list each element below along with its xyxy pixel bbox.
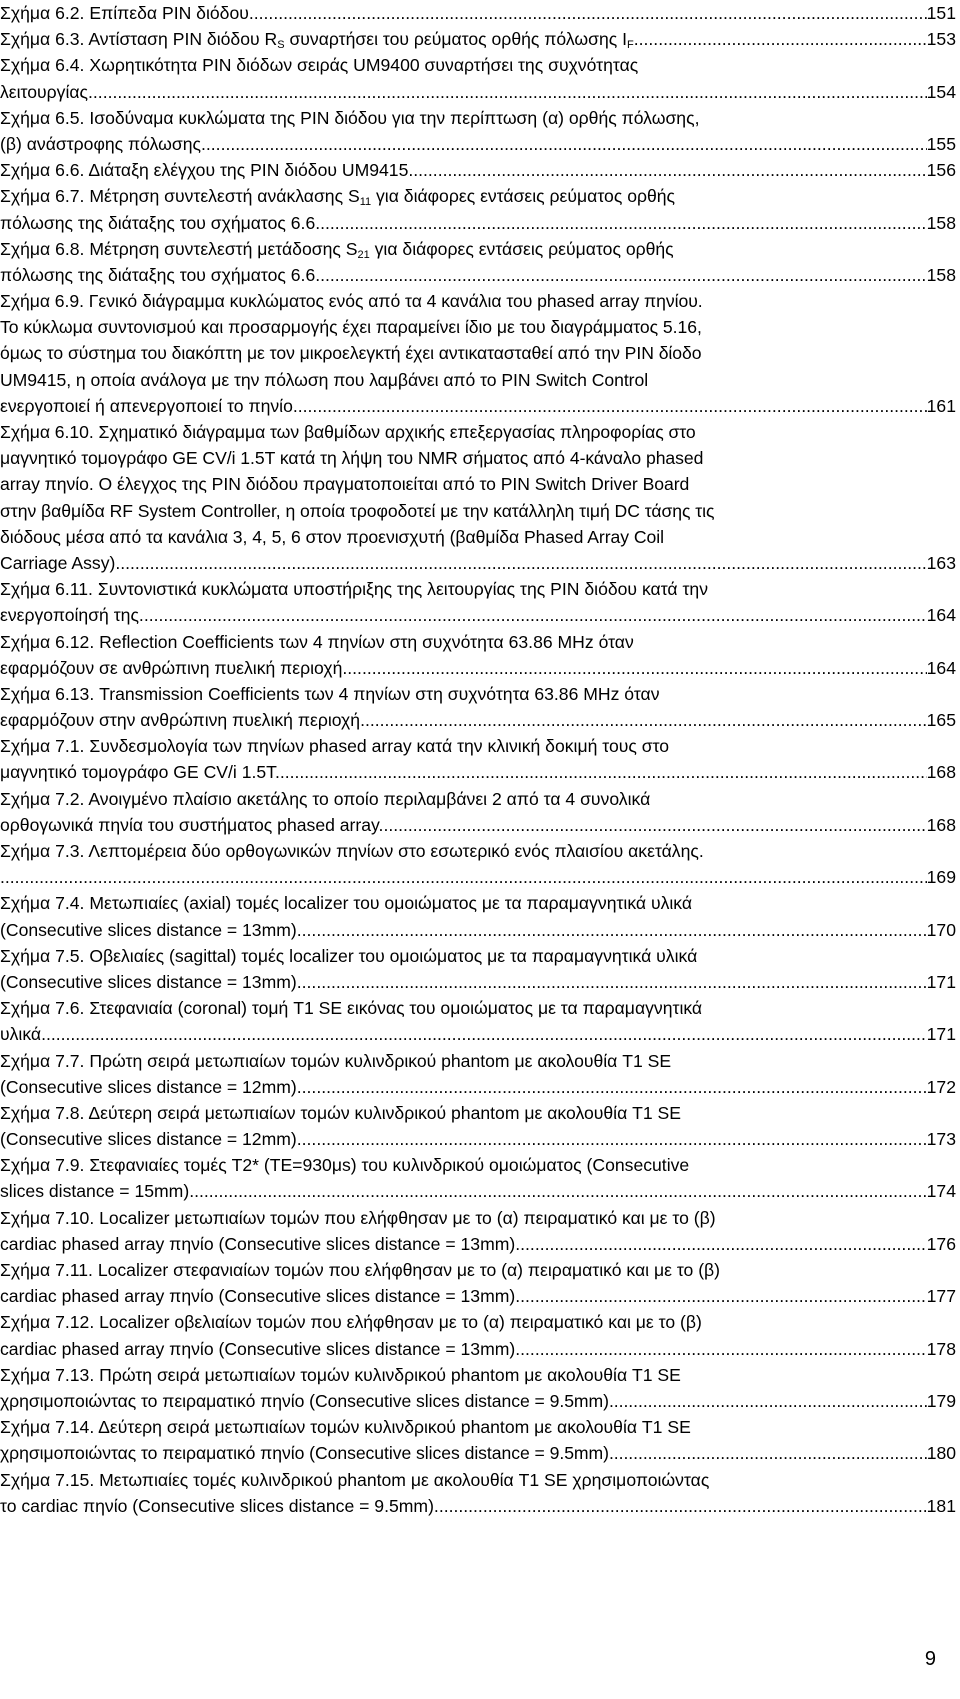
- entry-text-last: πόλωσης της διάταξης του σχήματος 6.6. .....: [0, 262, 927, 288]
- toc-entry-fig-7-6[interactable]: [0, 995, 956, 1047]
- entry-text-last: χρησιμοποιώντας το πειραματικό πηνίο (Consecutive slices distance = 9.5mm). .....: [0, 1440, 927, 1466]
- page-ref: 171: [926, 971, 956, 992]
- entry-text: διόδους μέσα από τα κανάλια 3, 4, 5, 6 στον προενισχυτή (βαθμίδα Phased Array Coil: [0, 526, 664, 547]
- entry-text: Σχήμα 7.14. Δεύτερη σειρά μετωπιαίων τομών κυλινδρικού phantom με ακολουθία T1 SE: [0, 1417, 691, 1438]
- entry-text-last: (Consecutive slices distance = 13mm). .....: [0, 969, 927, 995]
- entry-text-last: μαγνητικό τομογράφο GE CV/i 1.5T. .....: [0, 759, 927, 785]
- entry-text-last: slices distance = 15mm). .....: [0, 1178, 927, 1204]
- page-ref: 164: [926, 605, 956, 626]
- entry-text: όμως το σύστημα του διακόπτη με τον μικροελεγκτή έχει αντικατασταθεί από την PIN δίοδο: [0, 343, 702, 364]
- entry-text: Σχήμα 6.7. Μέτρηση συντελεστή ανάκλασης $S_{11}$ για διάφορες εντάσεις ρεύματος ορθής: [0, 186, 676, 209]
- toc-entry-fig-7-8[interactable]: [0, 1100, 956, 1152]
- entry-text-last: (β) ανάστροφης πόλωσης. .....: [0, 131, 927, 157]
- toc-entry-fig-7-4[interactable]: [0, 890, 956, 942]
- toc-entry-fig-6-4[interactable]: [0, 52, 956, 104]
- entry-text: Σχήμα 6.11. Συντονιστικά κυκλώματα υποστήριξης της λειτουργίας της PIN διόδου κατά την: [0, 579, 708, 600]
- entry-text-last: [0, 864, 927, 890]
- entry-text: Σχήμα 7.7. Πρώτη σειρά μετωπιαίων τομών κυλινδρικού phantom με ακολουθία T1 SE: [0, 1050, 672, 1071]
- toc-entry-fig-7-12[interactable]: [0, 1309, 956, 1361]
- entry-text: Σχήμα 6.6. Διάταξη ελέγχου της PIN διόδου UM9415. .....: [0, 157, 927, 183]
- entry-text-last: υλικά. .....: [0, 1021, 927, 1047]
- page-ref: 155: [926, 133, 956, 154]
- toc-entry-fig-6-6[interactable]: [0, 157, 956, 183]
- entry-text: UM9415, η οποία ανάλογα με την πόλωση που λαμβάνει από το PIN Switch Control: [0, 369, 649, 390]
- entry-text: Σχήμα 7.9. Στεφανιαίες τομές T2* (TE=930μs) του κυλινδρικού ομοιώματος (Consecutive: [0, 1155, 690, 1176]
- entry-text: Σχήμα 6.4. Χωρητικότητα PIN διόδων σειράς UM9400 συναρτήσει της συχνότητας: [0, 55, 639, 76]
- toc-entry-fig-6-2[interactable]: [0, 0, 956, 26]
- entry-text-last: εφαρμόζουν στην ανθρώπινη πυελική περιοχή. .....: [0, 707, 927, 733]
- toc-entry-fig-6-11[interactable]: [0, 576, 956, 628]
- page-ref: 169: [926, 867, 956, 888]
- entry-text-last: ορθογωνικά πηνία του συστήματος phased array. .....: [0, 812, 927, 838]
- page-ref: 178: [926, 1338, 956, 1359]
- entry-text: Σχήμα 6.8. Μέτρηση συντελεστή μετάδοσης $S_{21}$ για διάφορες εντάσεις ρεύματος ορθής: [0, 238, 674, 261]
- toc-entry-fig-6-7[interactable]: [0, 183, 956, 235]
- page-ref: 170: [926, 919, 956, 940]
- page-ref: 174: [926, 1181, 956, 1202]
- page-ref: 158: [926, 212, 956, 233]
- entry-text-last: εφαρμόζουν σε ανθρώπινη πυελική περιοχή. .....: [0, 655, 927, 681]
- entry-text: Σχήμα 6.10. Σχηματικό διάγραμμα των βαθμίδων αρχικής επεξεργασίας πληροφορίας στο: [0, 422, 696, 442]
- page-ref: 173: [926, 1129, 956, 1150]
- entry-text: Σχήμα 7.11. Localizer στεφανιαίων τομών που ελήφθησαν με το (α) πειραματικό και με το (β): [0, 1260, 721, 1280]
- toc-entry-fig-6-5[interactable]: [0, 105, 956, 157]
- entry-text-last: ενεργοποιεί ή απενεργοποιεί το πηνίο. .....: [0, 393, 927, 419]
- entry-text-last: cardiac phased array πηνίο (Consecutive slices distance = 13mm). .....: [0, 1283, 927, 1309]
- page-ref: 172: [926, 1076, 956, 1097]
- toc-entry-fig-7-9[interactable]: [0, 1152, 956, 1204]
- toc-entry-fig-6-13[interactable]: [0, 681, 956, 733]
- entry-text: Σχήμα 7.15. Μετωπιαίες τομές κυλινδρικού phantom με ακολουθία T1 SE χρησιμοποιώντας: [0, 1469, 710, 1490]
- page-number: 9: [924, 1648, 936, 1670]
- entry-text: Σχήμα 7.2. Ανοιγμένο πλαίσιο ακετάλης το οποίο περιλαμβάνει 2 από τα 4 συνολικά: [0, 788, 651, 809]
- page-ref: 161: [926, 395, 956, 416]
- entry-text-last: πόλωσης της διάταξης του σχήματος 6.6. .....: [0, 210, 927, 236]
- toc-entry-fig-7-3[interactable]: [0, 838, 956, 890]
- toc-entry-fig-7-15[interactable]: [0, 1467, 956, 1519]
- page-ref: 177: [926, 1286, 956, 1307]
- page-ref: 179: [926, 1390, 956, 1411]
- entry-text-last: cardiac phased array πηνίο (Consecutive slices distance = 13mm). .....: [0, 1336, 927, 1362]
- entry-text-last: το cardiac πηνίο (Consecutive slices distance = 9.5mm). .....: [0, 1493, 927, 1519]
- page-ref: 180: [926, 1443, 956, 1464]
- page-ref: 165: [926, 710, 956, 731]
- page-ref: 168: [926, 814, 956, 835]
- entry-text: Σχήμα 7.12. Localizer οβελιαίων τομών που ελήφθησαν με το (α) πειραματικό και με το (β): [0, 1312, 702, 1333]
- toc-entry-fig-7-13[interactable]: [0, 1362, 956, 1414]
- entry-text: Σχήμα 7.3. Λεπτομέρεια δύο ορθογωνικών πηνίων στο εσωτερικό ενός πλαισίου ακετάλης.: [0, 841, 704, 861]
- entry-text: Σχήμα 7.8. Δεύτερη σειρά μετωπιαίων τομών κυλινδρικού phantom με ακολουθία T1 SE: [0, 1102, 682, 1123]
- entry-text-last: χρησιμοποιώντας το πειραματικό πηνίο (Consecutive slices distance = 9.5mm). .....: [0, 1388, 927, 1414]
- toc-entry-fig-6-3[interactable]: [0, 26, 956, 52]
- entry-text: Σχήμα 7.10. Localizer μετωπιαίων τομών που ελήφθησαν με το (α) πειραματικό και με το (β): [0, 1207, 716, 1228]
- toc-entry-fig-7-5[interactable]: [0, 943, 956, 995]
- toc-entry-fig-7-14[interactable]: [0, 1414, 956, 1466]
- entry-text-last: Carriage Assy). .....: [0, 550, 927, 576]
- page-ref: 156: [926, 160, 956, 181]
- entry-text: Σχήμα 7.6. Στεφανιαία (coronal) τομή T1 SE εικόνας του ομοιώματος με τα παραμαγνητικά: [0, 998, 703, 1019]
- entry-text-last: (Consecutive slices distance = 12mm). .....: [0, 1074, 927, 1100]
- entry-text-last: (Consecutive slices distance = 12mm). .....: [0, 1126, 927, 1152]
- page-ref: 151: [926, 3, 956, 23]
- toc-entry-fig-6-9[interactable]: [0, 288, 956, 419]
- toc-entry-fig-7-11[interactable]: [0, 1257, 956, 1309]
- toc-entry-fig-7-7[interactable]: [0, 1048, 956, 1100]
- toc-entry-fig-7-10[interactable]: [0, 1205, 956, 1257]
- entry-text: Σχήμα 7.5. Οβελιαίες (sagittal) τομές localizer του ομοιώματος με τα παραμαγνητικά υλικά: [0, 945, 698, 966]
- page-ref: 158: [926, 264, 956, 285]
- page-ref: 168: [926, 762, 956, 783]
- entry-text: Σχήμα 6.5. Ισοδύναμα κυκλώματα της PIN διόδου για την περίπτωση (α) ορθής πόλωσης,: [0, 107, 700, 128]
- page-ref: 181: [926, 1495, 956, 1516]
- entry-text-last: ενεργοποίησή της. .....: [0, 602, 927, 628]
- entry-text: Σχήμα 6.2. Επίπεδα PIN διόδου. .....: [0, 0, 927, 26]
- toc-entry-fig-6-12[interactable]: [0, 629, 956, 681]
- entry-text: Σχήμα 7.4. Μετωπιαίες (axial) τομές localizer του ομοιώματος με τα παραμαγνητικά υλικά: [0, 893, 693, 914]
- entry-text: μαγνητικό τομογράφο GE CV/i 1.5T κατά τη λήψη του NMR σήματος από 4-κάναλο phased: [0, 448, 704, 469]
- toc-entry-fig-7-1[interactable]: [0, 733, 956, 785]
- entry-text: Το κύκλωμα συντονισμού και προσαρμογής έχει παραμείνει ίδιο με του διαγράμματος 5.16,: [0, 317, 702, 338]
- entry-text: Σχήμα 6.12. Reflection Coefficients των 4 πηνίων στη συχνότητα 63.86 MHz όταν: [0, 631, 634, 652]
- entry-text: Σχήμα 6.9. Γενικό διάγραμμα κυκλώματος ενός από τα 4 κανάλια του phased array πηνίου.: [0, 291, 703, 312]
- toc-entry-fig-7-2[interactable]: [0, 786, 956, 838]
- entry-text: Σχήμα 6.13. Transmission Coefficients των 4 πηνίων στη συχνότητα 63.86 MHz όταν: [0, 683, 660, 704]
- page-ref: 163: [926, 552, 956, 573]
- page-ref: 153: [926, 29, 956, 50]
- toc-entry-fig-6-10[interactable]: [0, 419, 956, 576]
- entry-text: Σχήμα 7.1. Συνδεσμολογία των πηνίων phased array κατά την κλινική δοκιμή τους στο: [0, 736, 670, 757]
- entry-text: Σχήμα 7.13. Πρώτη σειρά μετωπιαίων τομών κυλινδρικού phantom με ακολουθία T1 SE: [0, 1364, 681, 1385]
- entry-text: Σχήμα 6.3. Αντίσταση PIN διόδου $R_S$ συναρτήσει του ρεύματος ορθής πόλωσης $I_F$. .....: [0, 26, 927, 52]
- entry-text: array πηνίο. Ο έλεγχος της PIN διόδου πραγματοποιείται από το PIN Switch Driver Board: [0, 474, 690, 495]
- entry-text-last: λειτουργίας. .....: [0, 79, 927, 105]
- entry-text-last: (Consecutive slices distance = 13mm). .....: [0, 917, 927, 943]
- page-ref: 164: [926, 657, 956, 678]
- entry-text: στην βαθμίδα RF System Controller, η οποία τροφοδοτεί με την κατάλληλη τιμή DC τάσης τις: [0, 500, 715, 521]
- page-ref: 176: [926, 1233, 956, 1254]
- page-ref: 154: [926, 81, 956, 102]
- toc-entry-fig-6-8[interactable]: [0, 236, 956, 288]
- entry-text-last: cardiac phased array πηνίο (Consecutive slices distance = 13mm). .....: [0, 1231, 927, 1257]
- page-ref: 171: [926, 1024, 956, 1045]
